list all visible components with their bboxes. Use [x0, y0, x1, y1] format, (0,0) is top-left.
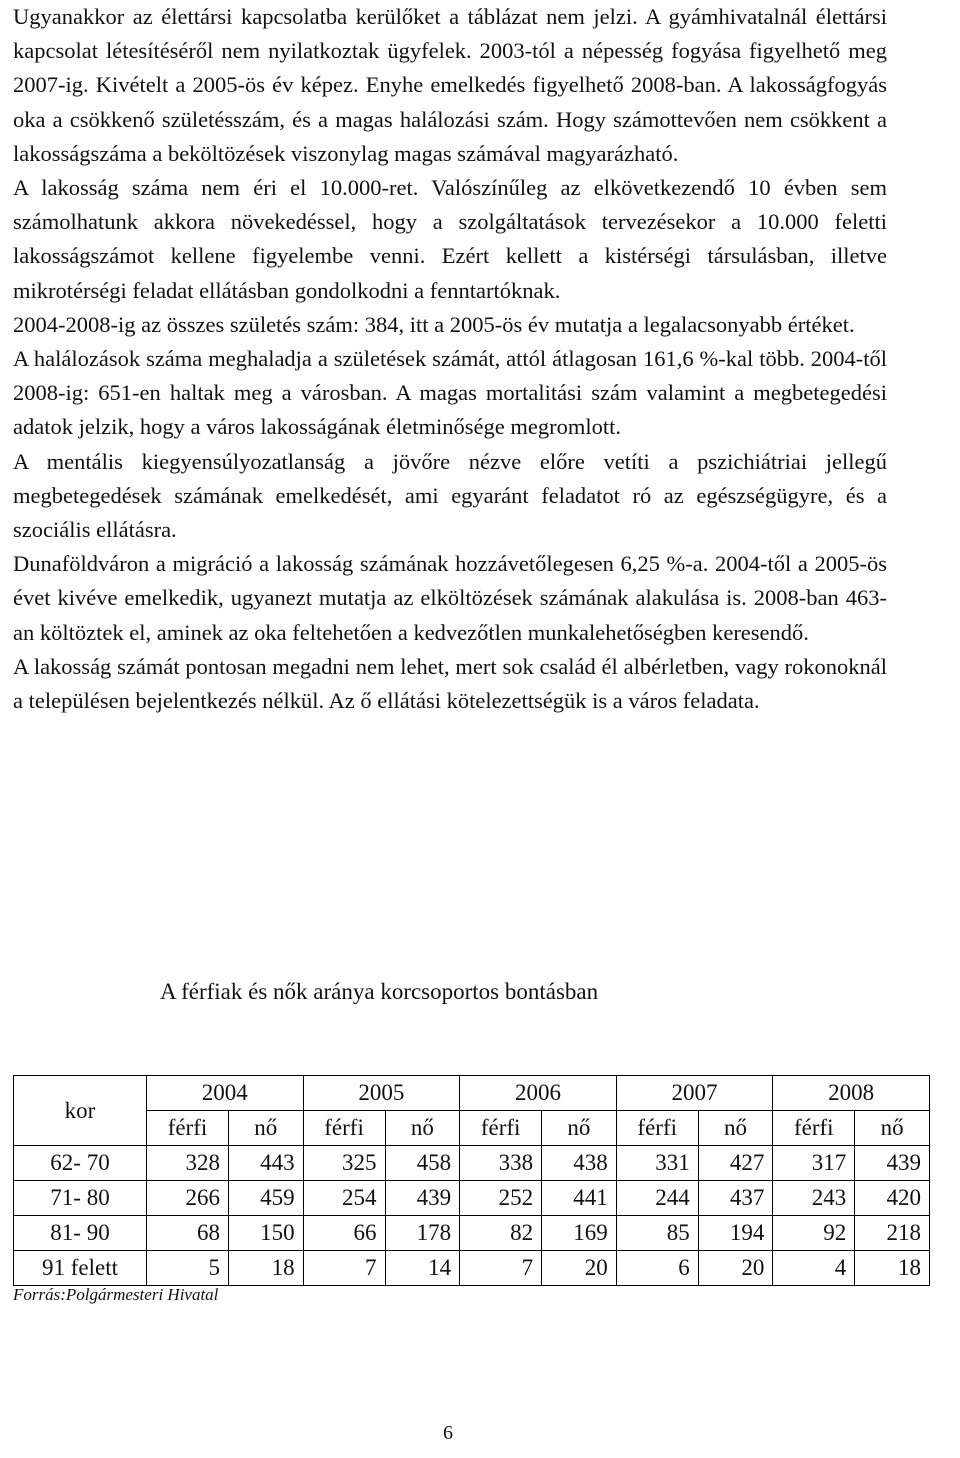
value-cell: 331	[616, 1146, 698, 1181]
table-title: A férfiak és nők aránya korcsoportos bontásban	[160, 979, 599, 1004]
paragraph-mental-health: A mentális kiegyensúlyozatlanság a jövőre nézve előre vetíti a pszichiátriai jellegű megbetegedések számának emelkedését, ami egyaránt feladatot ró az egészségügyre, és a szociális ellátásra.	[13, 448, 887, 543]
sex-header-male: férfi	[773, 1111, 855, 1146]
value-cell: 328	[147, 1146, 229, 1181]
paragraph-births: 2004-2008-ig az összes születés szám: 384, itt a 2005-ös év mutatja a legalacsonyabb értéket.	[13, 311, 855, 337]
value-cell: 18	[228, 1251, 303, 1286]
table-header-sexes	[14, 1111, 930, 1146]
sex-header-female: nő	[228, 1111, 303, 1146]
paragraph-trends: Ugyanakkor az élettársi kapcsolatba kerülőket a táblázat nem jelzi. A gyámhivatalnál élettársi kapcsolat létesítéséről nem nyilatkoztak ügyfelek. 2003-tól a népesség fogyása figyelhető meg 2007-ig. Kivételt a 2005-ös év képez. Enyhe emelkedés figyelhető 2008-ban. A lakosságfogyás oka a csökkenő születésszám, és a magas halálozási szám. Hogy számottevően nem csökkent a lakosságszáma a beköltözések viszonylag magas számával magyarázható.	[13, 4, 887, 166]
value-cell: 438	[542, 1146, 617, 1181]
paragraph-unregistered: A lakosság számát pontosan megadni nem lehet, mert sok család él albérletben, vagy rokonoknál a településen bejelentkezés nélkül. Az ő ellátási kötelezettségük is a város feladata.	[13, 653, 887, 714]
table-header-years	[14, 1076, 930, 1111]
value-cell: 7	[303, 1251, 385, 1286]
value-cell: 443	[228, 1146, 303, 1181]
paragraph-population: A lakosság száma nem éri el 10.000-ret. Valószínűleg az elkövetkezendő 10 évben sem számolhatunk akkora növekedéssel, hogy a szolgáltatások tervezésekor a 10.000 feletti lakosságszámot kellene figyelembe venni. Ezért kellett a kistérségi társulásban, illetve mikrotérségi feladat ellátásban gondolkodni a fenntartóknak.	[13, 175, 887, 303]
value-cell: 459	[228, 1181, 303, 1216]
year-header: 2004	[147, 1076, 304, 1111]
value-cell: 66	[303, 1216, 385, 1251]
year-header: 2008	[773, 1076, 930, 1111]
value-cell: 4	[773, 1251, 855, 1286]
table-corner-header: kor	[14, 1076, 147, 1146]
value-cell: 14	[385, 1251, 460, 1286]
table-row	[14, 1181, 930, 1216]
value-cell: 317	[773, 1146, 855, 1181]
value-cell: 439	[385, 1181, 460, 1216]
sex-header-female: nő	[698, 1111, 773, 1146]
value-cell: 5	[147, 1251, 229, 1286]
value-cell: 437	[698, 1181, 773, 1216]
year-header: 2005	[303, 1076, 460, 1111]
age-group-cell: 62- 70	[14, 1146, 147, 1181]
value-cell: 244	[616, 1181, 698, 1216]
table-source: Forrás:Polgármesteri Hivatal	[13, 1285, 219, 1304]
age-group-cell: 91 felett	[14, 1251, 147, 1286]
year-header: 2007	[616, 1076, 773, 1111]
value-cell: 458	[385, 1146, 460, 1181]
sex-header-female: nő	[385, 1111, 460, 1146]
age-group-cell: 71- 80	[14, 1181, 147, 1216]
value-cell: 254	[303, 1181, 385, 1216]
age-group-cell: 81- 90	[14, 1216, 147, 1251]
table-row	[14, 1251, 930, 1286]
table-row	[14, 1216, 930, 1251]
paragraph-deaths: A halálozások száma meghaladja a születések számát, attól átlagosan 161,6 %-kal több. 2004-től 2008-ig: 651-en haltak meg a városban. A magas mortalitási szám valamint a megbetegedési adatok jelzik, hogy a város lakosságának életminősége megromlott.	[13, 346, 887, 440]
sex-header-female: nő	[855, 1111, 930, 1146]
value-cell: 20	[698, 1251, 773, 1286]
value-cell: 441	[542, 1181, 617, 1216]
page-number: 6	[443, 1422, 453, 1444]
value-cell: 243	[773, 1181, 855, 1216]
age-sex-table	[13, 1075, 930, 1286]
value-cell: 7	[460, 1251, 542, 1286]
value-cell: 218	[855, 1216, 930, 1251]
sex-header-male: férfi	[303, 1111, 385, 1146]
value-cell: 338	[460, 1146, 542, 1181]
value-cell: 169	[542, 1216, 617, 1251]
value-cell: 18	[855, 1251, 930, 1286]
value-cell: 92	[773, 1216, 855, 1251]
value-cell: 325	[303, 1146, 385, 1181]
value-cell: 420	[855, 1181, 930, 1216]
value-cell: 82	[460, 1216, 542, 1251]
sex-header-male: férfi	[460, 1111, 542, 1146]
value-cell: 68	[147, 1216, 229, 1251]
value-cell: 252	[460, 1181, 542, 1216]
paragraph-migration: Dunaföldváron a migráció a lakosság számának hozzávetőlegesen 6,25 %-a. 2004-től a 2005-ös évet kivéve emelkedik, ugyanezt mutatja az elköltözések számának alakulása is. 2008-ban 463-an költöztek el, aminek az oka feltehetően a kedvezőtlen munkalehetőségben keresendő.	[13, 551, 887, 645]
value-cell: 150	[228, 1216, 303, 1251]
value-cell: 20	[542, 1251, 617, 1286]
value-cell: 85	[616, 1216, 698, 1251]
body-text	[13, 0, 887, 718]
table-row	[14, 1146, 930, 1181]
sex-header-male: férfi	[147, 1111, 229, 1146]
value-cell: 439	[855, 1146, 930, 1181]
sex-header-female: nő	[542, 1111, 617, 1146]
value-cell: 178	[385, 1216, 460, 1251]
year-header: 2006	[460, 1076, 617, 1111]
sex-header-male: férfi	[616, 1111, 698, 1146]
value-cell: 6	[616, 1251, 698, 1286]
value-cell: 266	[147, 1181, 229, 1216]
value-cell: 194	[698, 1216, 773, 1251]
value-cell: 427	[698, 1146, 773, 1181]
